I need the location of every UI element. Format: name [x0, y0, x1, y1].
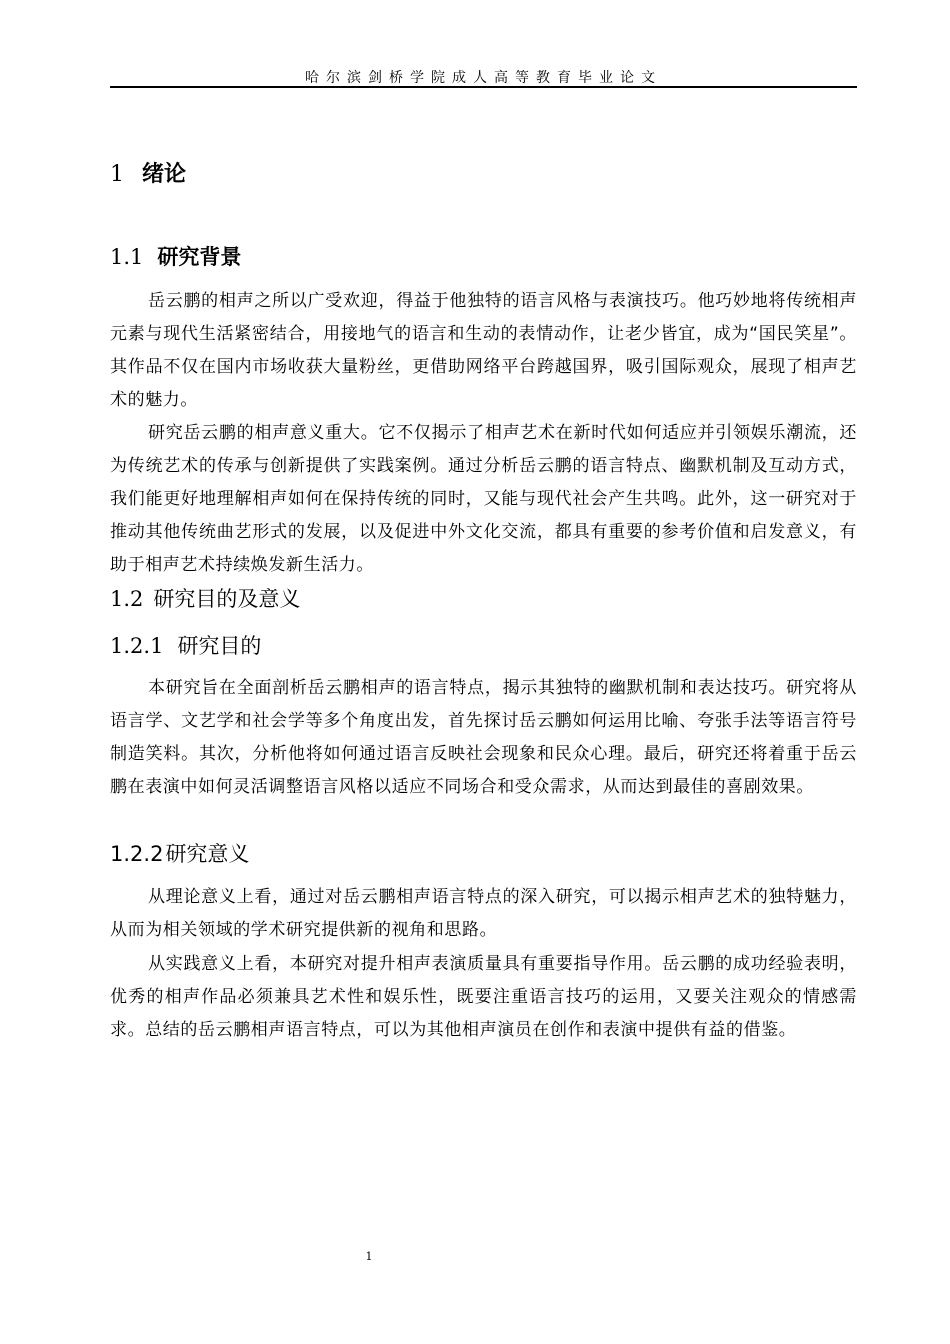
- section-title: 研究背景: [157, 245, 242, 269]
- paragraph: 从实践意义上看，本研究对提升相声表演质量具有重要指导作用。岳云鹏的成功经验表明，优秀的相声作品必须兼具艺术性和娱乐性，既要注重语言技巧的运用，又要关注观众的情感需求。总结的岳云鹏相声语言特点，可以为其他相声演员在创作和表演中提供有益的借鉴。: [110, 954, 857, 1040]
- chapter-heading: [110, 160, 186, 190]
- subsection-heading-1-2-2: [110, 839, 249, 869]
- paragraph: 研究岳云鹏的相声意义重大。它不仅揭示了相声艺术在新时代如何适应并引领娱乐潮流，还为传统艺术的传承与创新提供了实践案例。通过分析岳云鹏的语言特点、幽默机制及互动方式，我们能更好地理解相声如何在保持传统的同时，又能与现代社会产生共鸣。此外，这一研究对于推动其他传统曲艺形式的发展，以及促进中外文化交流，都具有重要的参考价值和启发意义，有助于相声艺术持续焕发新生活力。: [110, 423, 857, 575]
- section-title: 研究目的及意义: [153, 587, 301, 611]
- chapter-number: 1: [110, 162, 124, 187]
- subsection-title: 研究目的: [177, 634, 262, 658]
- running-header: 哈尔滨剑桥学院成人高等教育毕业论文: [305, 70, 662, 86]
- paragraph: 岳云鹏的相声之所以广受欢迎，得益于他独特的语言风格与表演技巧。他巧妙地将传统相声元素与现代生活紧密结合，用接地气的语言和生动的表情动作，让老少皆宜，成为“国民笑星”。其作品不仅在国内市场收获大量粉丝，更借助网络平台跨越国界，吸引国际观众，展现了相声艺术的魅力。: [110, 291, 857, 410]
- section-number: 1.1: [110, 245, 144, 269]
- chapter-title: 绪论: [142, 162, 187, 187]
- section-number: 1.2: [110, 587, 144, 611]
- subsection-number: 1.2.2: [110, 842, 164, 866]
- paragraph: 从理论意义上看，通过对岳云鹏相声语言特点的深入研究，可以揭示相声艺术的独特魅力，从而为相关领域的学术研究提供新的视角和思路。: [110, 887, 857, 940]
- paragraph: 本研究旨在全面剖析岳云鹏相声的语言特点，揭示其独特的幽默机制和表达技巧。研究将从语言学、文艺学和社会学等多个角度出发，首先探讨岳云鹏如何运用比喻、夸张手法等语言符号制造笑料。其次，分析他将如何通过语言反映社会现象和民众心理。最后，研究还将着重于岳云鹏在表演中如何灵活调整语言风格以适应不同场合和受众需求，从而达到最佳的喜剧效果。: [110, 678, 857, 797]
- subsection-heading-1-2-1: [110, 631, 261, 661]
- header-rule: [110, 86, 857, 88]
- section-heading-1-2: [110, 584, 300, 614]
- page-number: 1: [365, 1250, 373, 1263]
- section-heading-1-1: [110, 242, 241, 272]
- subsection-number: 1.2.1: [110, 634, 164, 658]
- subsection-title: 研究意义: [165, 842, 250, 866]
